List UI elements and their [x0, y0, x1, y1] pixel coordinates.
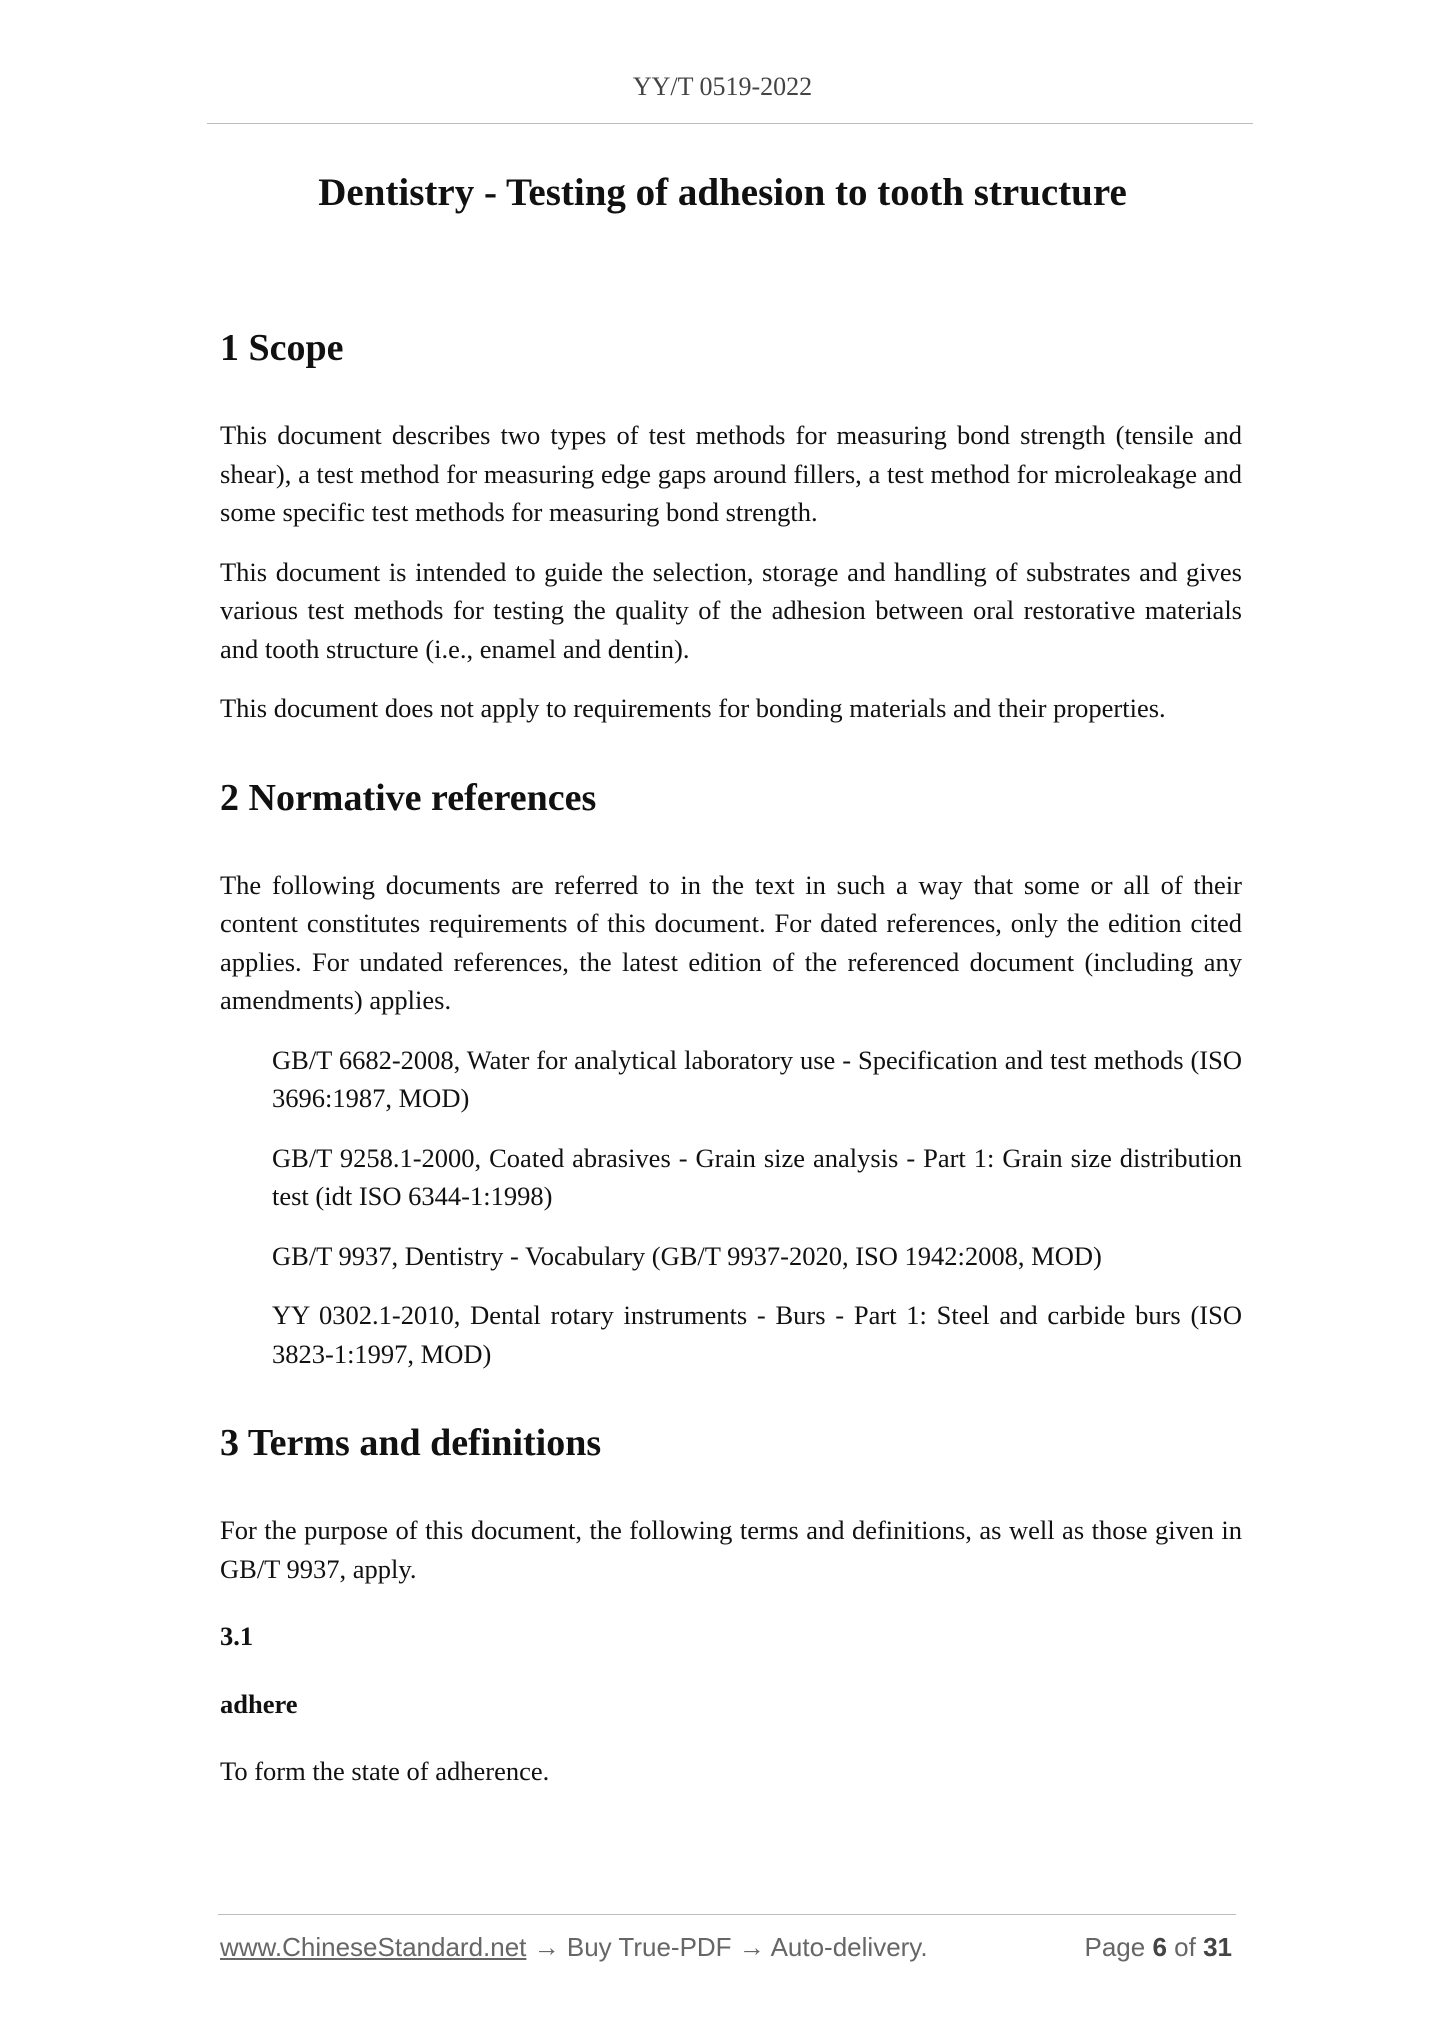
- normative-intro: The following documents are referred to in the text in such a way that some or all of their content constitutes requirements of this document. For dated references, only the edition cited applies. For undated references, the latest edition of the referenced document (including any amendments) applies.: [220, 869, 1242, 1015]
- reference-item: GB/T 9258.1-2000, Coated abrasives - Grain size analysis - Part 1: Grain size distribution test (idt ISO 6344-1:1998): [272, 1142, 1242, 1211]
- reference-item: GB/T 9937, Dentistry - Vocabulary (GB/T 9937-2020, ISO 1942:2008, MOD): [272, 1240, 1102, 1271]
- document-body: [220, 320, 1242, 1791]
- page-indicator: [1084, 1932, 1232, 1963]
- section-heading-normative-references: 2 Normative references: [220, 776, 597, 819]
- term-definition: To form the state of adherence.: [220, 1756, 550, 1786]
- footer-divider: [218, 1914, 1236, 1915]
- section-heading-terms: 3 Terms and definitions: [220, 1422, 602, 1464]
- page-of-label: of: [1174, 1932, 1196, 1962]
- site-link[interactable]: www.ChineseStandard.net: [220, 1932, 527, 1962]
- page-label: Page: [1084, 1932, 1146, 1962]
- reference-item: YY 0302.1-2010, Dental rotary instruments - Burs - Part 1: Steel and carbide burs (ISO 3823-1:1997, MOD): [272, 1300, 1242, 1369]
- reference-item: GB/T 6682-2008, Water for analytical laboratory use - Specification and test methods (ISO 3696:1987, MOD): [272, 1044, 1242, 1113]
- header-divider: [207, 123, 1253, 124]
- term-name: adhere: [220, 1688, 298, 1719]
- document-code: YY/T 0519-2022: [632, 72, 813, 101]
- terms-intro: For the purpose of this document, the following terms and definitions, as well as those given in GB/T 9937, apply.: [220, 1515, 1242, 1584]
- page-total: 31: [1203, 1932, 1232, 1962]
- footer-tagline: → Buy True-PDF → Auto-delivery.: [526, 1932, 928, 1962]
- section-heading-scope: 1 Scope: [220, 327, 344, 369]
- term-number: 3.1: [220, 1621, 254, 1651]
- page-current: 6: [1152, 1932, 1167, 1962]
- footer-left: [220, 1932, 928, 1963]
- scope-paragraph-3: This document does not apply to requirements for bonding materials and their properties.: [220, 693, 1166, 723]
- scope-paragraph-2: This document is intended to guide the selection, storage and handling of substrates and gives various test methods for testing the quality of the adhesion between oral restorative materials and tooth structure (i.e., enamel and dentin).: [220, 556, 1242, 664]
- scope-paragraph-1: This document describes two types of test methods for measuring bond strength (tensile and shear), a test method for measuring edge gaps around fillers, a test method for microleakage and some specific test methods for measuring bond strength.: [220, 420, 1242, 527]
- document-title: Dentistry - Testing of adhesion to tooth structure: [318, 171, 1127, 214]
